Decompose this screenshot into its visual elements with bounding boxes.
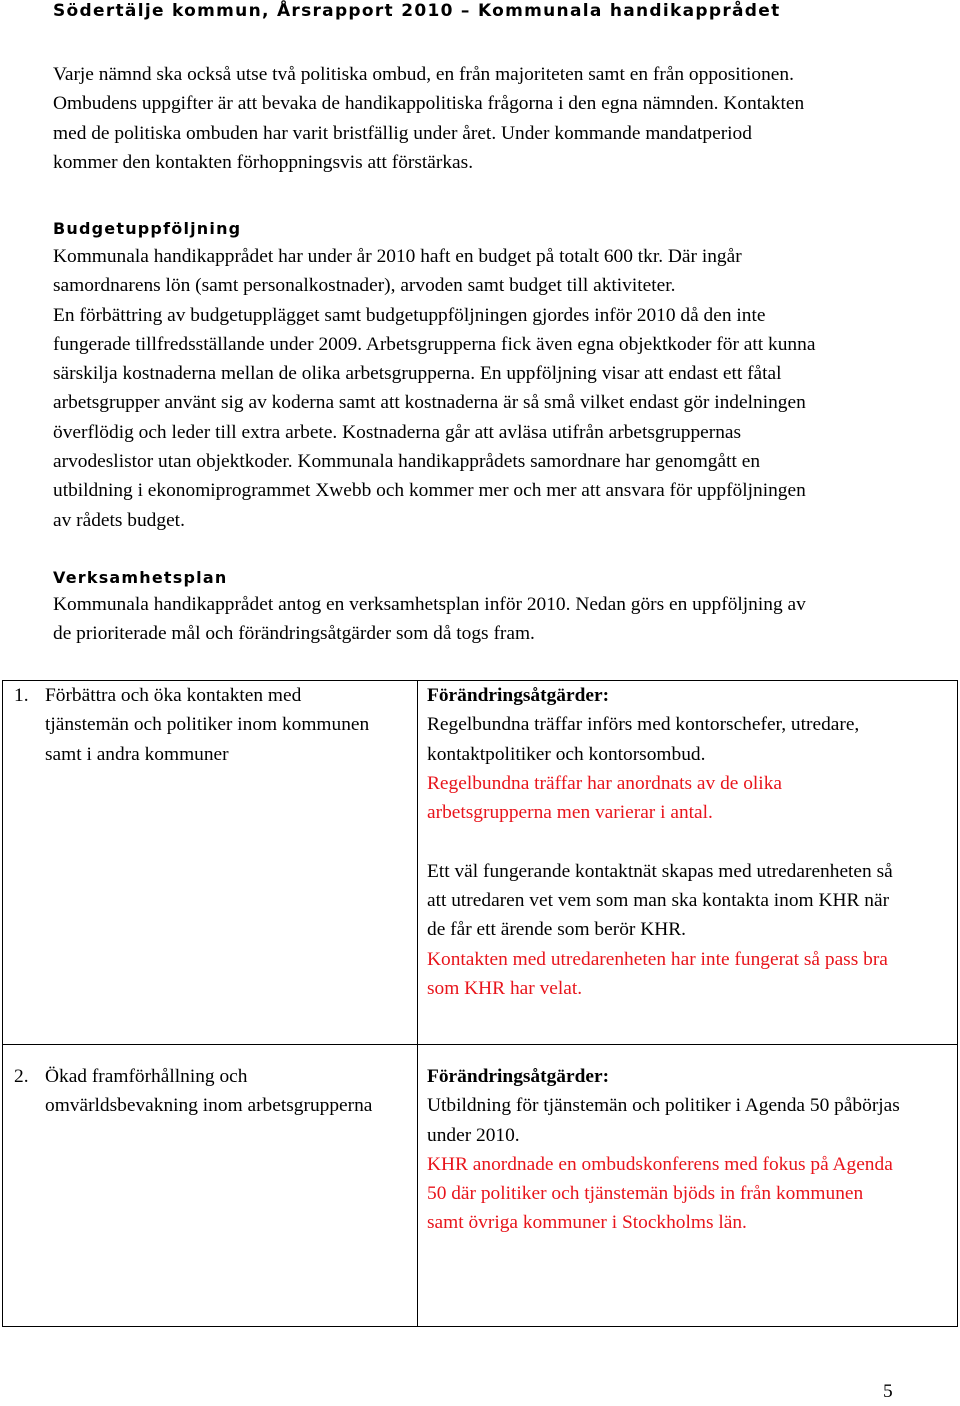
goal-number: 1. [14,685,29,706]
measure-line: kontaktpolitiker och kontorsombud. [427,743,706,765]
text-line: de prioriterade mål och förändringsåtgärder som då togs fram. [53,623,535,645]
text-line: Kommunala handikapprådet antog en verksamhetsplan inför 2010. Nedan görs en uppföljning av [53,594,806,615]
intro-paragraph [53,60,933,177]
text-line: särskilja kostnaderna mellan de olika arbetsgrupperna. En uppföljning visar att endast ett fåtal [53,363,782,385]
text-line: Förbättra och öka kontakten med [45,685,302,706]
measure-line: Regelbundna träffar införs med kontorschefer, utredare, [427,714,860,736]
text-line: Kommunala handikapprådet har under år 2010 haft en budget på totalt 600 tkr. Där ingår [53,246,742,267]
goal-cell-1 [3,681,417,1044]
measure-line: de får ett ärende som berör KHR. [427,919,686,941]
text-line: En förbättring av budgetupplägget samt budgetuppföljningen gjordes inför 2010 då den inte [53,304,766,326]
budget-heading: Budgetuppföljning [53,219,242,238]
measures-label: Förändringsåtgärder: [427,1066,610,1087]
text-line: tjänstemän och politiker inom kommunen [45,714,370,736]
result-line: som KHR har velat. [427,977,583,999]
text-line: Ombudens uppgifter är att bevaka de handikappolitiska frågorna i den egna nämnden. Kontakten [53,93,805,115]
measure-line: under 2010. [427,1124,520,1146]
plan-heading: Verksamhetsplan [53,568,228,587]
goal-text [45,1062,372,1121]
measures-label: Förändringsåtgärder: [427,685,610,706]
plan-paragraph [53,590,933,649]
result-line: arbetsgrupperna men varierar i antal. [427,802,713,824]
measures-cell-2 [427,1062,900,1238]
text-line: samt i andra kommuner [45,743,229,765]
text-line: fungerade tillfredsställande under 2009. Arbetsgrupperna fick även egna objektkoder för att kunna [53,333,816,355]
result-line: KHR anordnade en ombudskonferens med fokus på Agenda [427,1153,893,1175]
row-divider [3,1044,957,1045]
text-line: arvodeslistor utan objektkoder. Kommunala handikapprådets samordnare har genomgått en [53,451,761,473]
text-line: Varje nämnd ska också utse två politiska ombud, en från majoriteten samt en från oppositionen. [53,64,794,85]
column-divider [417,681,418,1326]
result-line: samt övriga kommuner i Stockholms län. [427,1212,747,1234]
text-line: med de politiska ombuden har varit bristfällig under året. Under kommande mandatperiod [53,122,752,144]
measure-line: Ett väl fungerande kontaktnät skapas med utredarenheten så [427,860,893,882]
document-header: Södertälje kommun, Årsrapport 2010 – Kommunala handikapprådet [53,1,781,21]
goal-number: 2. [14,1066,29,1087]
budget-paragraph [53,242,933,535]
text-line: Ökad framförhållning och [45,1066,248,1087]
result-line: 50 där politiker och tjänstemän bjöds in från kommunen [427,1183,864,1205]
text-line: omvärldsbevakning inom arbetsgrupperna [45,1095,373,1117]
spacer [427,827,893,856]
text-line: arbetsgrupper använt sig av koderna samt att kostnaderna är så små vilket endast gör indelningen [53,392,806,414]
measure-line: att utredaren vet vem som man ska kontakta inom KHR när [427,890,890,912]
result-line: Kontakten med utredarenheten har inte fungerat så pass bra [427,948,888,970]
measures-cell-1 [427,681,893,1003]
text-line: samordnarens lön (samt personalkostnader), arvoden samt budget till aktiviteter. [53,275,676,297]
text-line: utbildning i ekonomiprogrammet Xwebb och kommer mer och mer att ansvara för uppföljningen [53,480,806,502]
measure-line: Utbildning för tjänstemän och politiker i Agenda 50 påbörjas [427,1095,900,1117]
goal-text [45,681,369,769]
text-line: av rådets budget. [53,509,185,531]
text-line: kommer den kontakten förhoppningsvis att förstärkas. [53,151,474,173]
goals-table [2,680,958,1327]
page-number: 5 [883,1381,893,1402]
text-line: överflödig och leder till extra arbete. Kostnaderna går att avläsa utifrån arbetsgruppernas [53,421,742,443]
result-line: Regelbundna träffar har anordnats av de olika [427,772,782,794]
